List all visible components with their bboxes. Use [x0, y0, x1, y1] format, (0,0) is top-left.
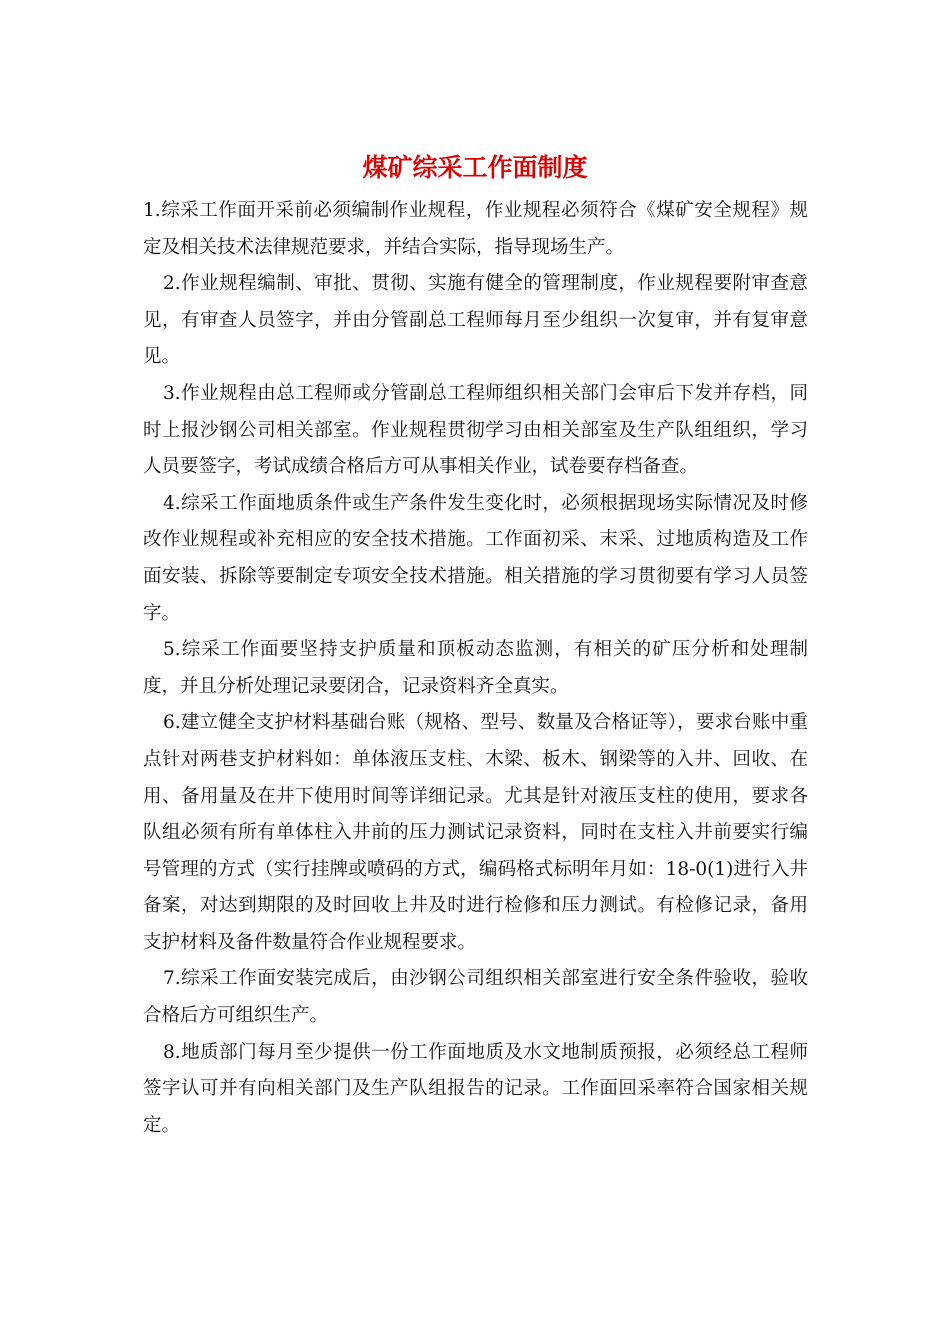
paragraph-5: 5.综采工作面要坚持支护质量和顶板动态监测，有相关的矿压分析和处理制度，并且分析处理记录要闭合，记录资料齐全真实。 — [143, 639, 808, 697]
paragraph-7: 7.综采工作面安装完成后，由沙钢公司组织相关部室进行安全条件验收，验收合格后方可组织生产。 — [143, 968, 808, 1027]
document-title: 煤矿综采工作面制度 — [362, 153, 588, 182]
paragraph-8: 8.地质部门每月至少提供一份工作面地质及水文地制质预报，必须经总工程师签字认可并有向相关部门及生产队组报告的记录。工作面回采率符合国家相关规定。 — [143, 1041, 808, 1136]
paragraph-2: 2.作业规程编制、审批、贯彻、实施有健全的管理制度，作业规程要附审查意见，有审查人员签字，并由分管副总工程师每月至少组织一次复审，并有复审意见。 — [143, 273, 808, 368]
paragraph-4: 4.综采工作面地质条件或生产条件发生变化时，必须根据现场实际情况及时修改作业规程或补充相应的安全技术措施。工作面初采、末采、过地质构造及工作面安装、拆除等要制定专项安全技术措施。相关措施的学习贯彻要有学习人员签字。 — [143, 492, 808, 624]
document-body — [143, 193, 808, 1144]
paragraph-1: 1.综采工作面开采前必须编制作业规程，作业规程必须符合《煤矿安全规程》规定及相关技术法律规范要求，并结合实际，指导现场生产。 — [143, 200, 808, 258]
paragraph-6: 6.建立健全支护材料基础台账（规格、型号、数量及合格证等），要求台账中重点针对两巷支护材料如：单体液压支柱、木梁、板木、钢梁等的入井、回收、在用、备用量及在井下使用时间等详细记录。尤其是针对液压支柱的使用，要求各队组必须有所有单体柱入井前的压力测试记录资料，同时在支柱入井前要实行编号管理的方式（实行挂牌或喷码的方式，编码格式标明年月如：18-0(1)进行入井备案，对达到期限的及时回收上井及时进行检修和压力测试。有检修记录，备用支护材料及备件数量符合作业规程要求。 — [143, 712, 808, 953]
paragraph-3: 3.作业规程由总工程师或分管副总工程师组织相关部门会审后下发并存档，同时上报沙钢公司相关部室。作业规程贯彻学习由相关部室及生产队组组织，学习人员要签字，考试成绩合格后方可从事相关作业，试卷要存档备查。 — [143, 382, 808, 478]
